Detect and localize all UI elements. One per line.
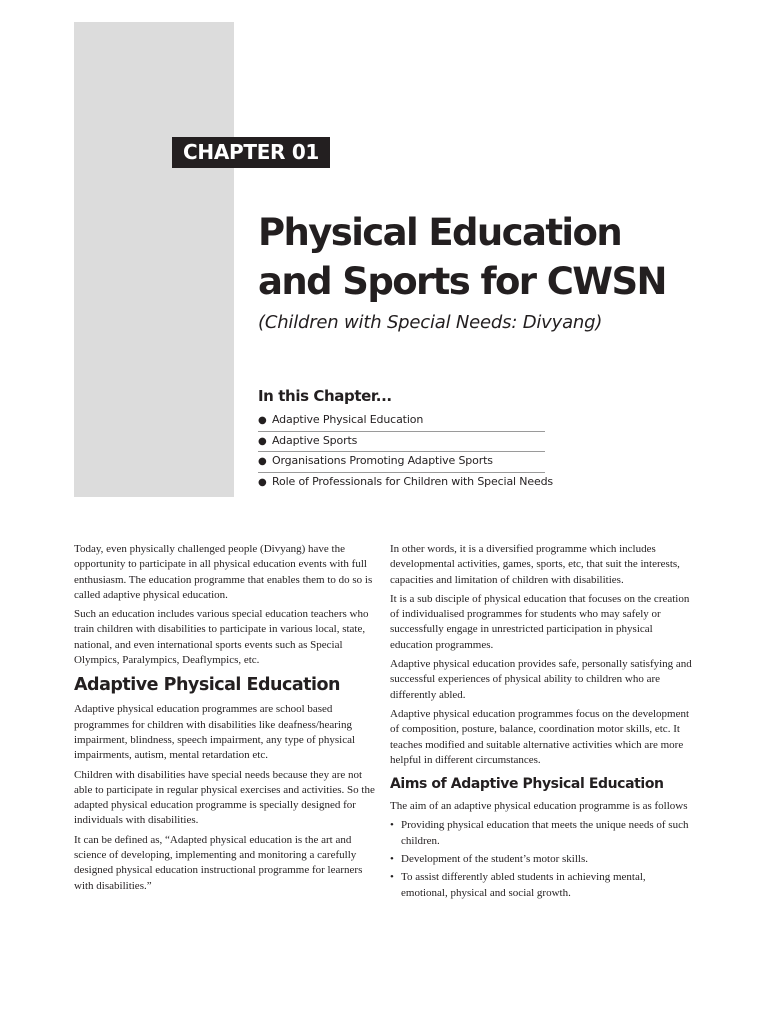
chapter-label: CHAPTER 01 [172,137,330,168]
body-paragraph: It can be defined as, “Adapted physical education is the art and science of developing, implementing and monitoring a carefully designed physical education instructional programme for learners with disabilities.” [74,833,363,892]
in-this-chapter-item: ● Adaptive Sports [258,432,545,453]
bullet-icon: ● [258,435,267,447]
aims-list-item: • Development of the student’s motor skills. [390,852,693,867]
subsection-heading: Aims of Adaptive Physical Education [390,776,664,793]
aims-list-item: • Providing physical education that meets the unique needs of such children. [390,818,693,849]
in-this-chapter-box [258,385,554,492]
aims-list [390,818,693,900]
chapter-title [258,208,738,306]
in-this-chapter-list [258,411,554,492]
in-this-chapter-item: ● Organisations Promoting Adaptive Sports [258,452,545,473]
aims-list-item: • To assist differently abled students in achieving mental, emotional, physical and social growth. [390,870,693,901]
chapter-side-band [74,22,234,497]
body-paragraph: It is a sub disciple of physical education that focuses on the creation of individualised programmes for students who may safely or successfully engage in unrestricted participation in physical education programmes. [390,592,690,651]
body-paragraph: The aim of an adaptive physical education programme is as follows [390,800,688,813]
in-this-chapter-heading: In this Chapter... [258,387,392,405]
in-this-chapter-item: ● Role of Professionals for Children with Special Needs [258,473,545,493]
body-paragraph: Adaptive physical education programmes are school based programmes for children with disabilities like deafness/hearing impairment, blindness, speech impairment, any type of physical impairments, autism, mental retardation etc. [74,703,356,762]
in-this-chapter-item: ● Adaptive Physical Education [258,411,545,432]
body-paragraph: Adaptive physical education provides safe, personally satisfying and successful experiences of physical ability to children who are differently abled. [390,658,692,701]
chapter-title-line-2: and Sports for CWSN [258,260,666,303]
body-paragraph: Today, even physically challenged people (Divyang) have the opportunity to participate in all physical education events with full enthusiasm. The education programme that enables them to do so is called adaptive physical education. [74,543,373,601]
bullet-icon: ● [258,476,267,488]
chapter-title-line-1: Physical Education [258,211,622,254]
right-column [390,542,693,904]
body-paragraph: Children with disabilities have special needs because they are not able to participate in regular physical exercises and activities. So the adapted physical education programme is specially designed for individuals with disabilities. [74,768,375,827]
body-paragraph: Adaptive physical education programmes focus on the development of composition, posture, balance, coordination motor skills, etc. It teaches modified and suitable alternative activities which are more helpful in different circumstances. [390,707,690,766]
bullet-icon: ● [258,456,267,467]
body-paragraph: Such an education includes various special education teachers who train children with disabilities to participate in various local, state, national, and even international sports events such as Special Olympics, Paralympics, Deaflympics, etc. [74,608,369,667]
bullet-icon: ● [258,415,267,426]
body-paragraph: In other words, it is a diversified programme which includes developmental activities, games, sports, etc, that suit the interests, capacities and limitation of children with disabilities. [390,543,680,586]
left-column [74,542,377,898]
chapter-subtitle: (Children with Special Needs: Divyang) [258,312,603,333]
section-heading: Adaptive Physical Education [74,675,340,696]
